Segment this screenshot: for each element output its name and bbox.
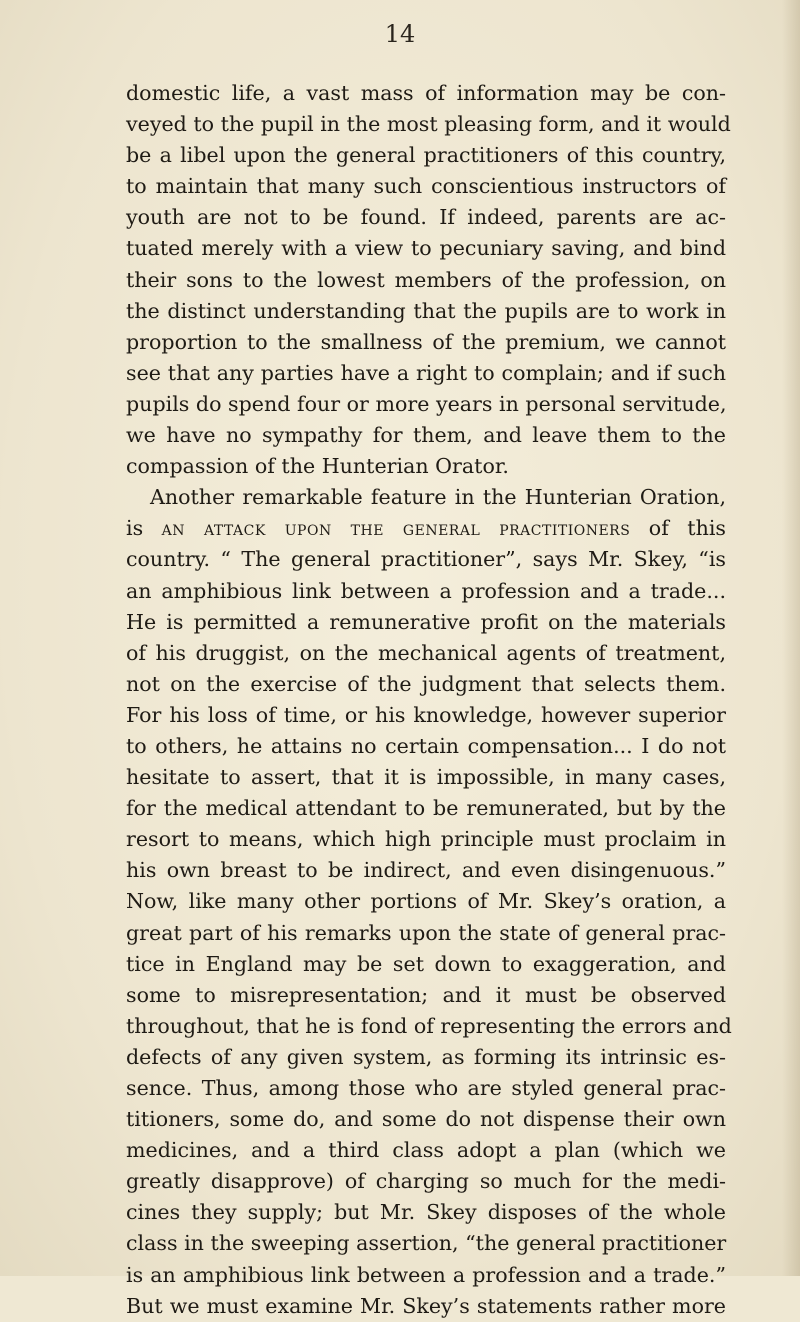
text-line: to others, he attains no certain compensation... I do not bbox=[126, 733, 726, 758]
text-line: for the medical attendant to be remunerated, but by the bbox=[126, 796, 726, 821]
text-line: sence. Thus, among those who are styled general prac- bbox=[126, 1076, 726, 1100]
body-text bbox=[126, 78, 732, 1322]
text-line: cines they supply; but Mr. Skey disposes of the whole bbox=[126, 1200, 726, 1225]
text-line: some to misrepresentation; and it must be observed bbox=[126, 982, 726, 1007]
text-line: throughout, that he is fond of representing the errors and bbox=[126, 1013, 732, 1038]
text-fragment: is bbox=[126, 516, 162, 541]
paragraph-end-line: compassion of the Hunterian Orator. bbox=[126, 454, 509, 479]
text-line: we have no sympathy for them, and leave them to the bbox=[126, 423, 726, 448]
text-line: great part of his remarks upon the state of general prac- bbox=[126, 920, 726, 945]
text-line: titioners, some do, and some do not dispense their own bbox=[126, 1107, 726, 1132]
text-line: Now, like many other portions of Mr. Skey’s oration, a bbox=[126, 889, 726, 914]
text-line: their sons to the lowest members of the profession, on bbox=[126, 267, 726, 292]
text-line: an amphibious link between a profession and a trade... bbox=[126, 578, 726, 603]
text-line: For his loss of time, or his knowledge, however superior bbox=[126, 702, 726, 727]
text-line: hesitate to assert, that it is impossible, in many cases, bbox=[126, 765, 726, 790]
text-line: defects of any given system, as forming its intrinsic es- bbox=[126, 1044, 726, 1069]
text-fragment: of this bbox=[630, 516, 726, 541]
text-line: not on the exercise of the judgment that selects them. bbox=[126, 671, 726, 696]
text-line: country. “ The general practitioner”, says Mr. Skey, “is bbox=[126, 547, 726, 572]
small-caps-phrase: an attack upon the general practitioners bbox=[161, 516, 631, 541]
text-line: domestic life, a vast mass of information may be con- bbox=[126, 81, 726, 105]
text-line: veyed to the pupil in the most pleasing form, and it would bbox=[126, 112, 731, 137]
text-line: see that any parties have a right to complain; and if such bbox=[126, 360, 726, 385]
text-line: But we must examine Mr. Skey’s statements rather more bbox=[126, 1293, 726, 1318]
page-number: 14 bbox=[384, 20, 416, 48]
text-line: be a libel upon the general practitioners of this country, bbox=[126, 143, 726, 168]
text-line: class in the sweeping assertion, “the general practitioner bbox=[126, 1231, 727, 1256]
text-line: is an amphibious link between a profession and a trade.” bbox=[126, 1262, 726, 1287]
text-line: the distinct understanding that the pupils are to work in bbox=[126, 298, 726, 323]
page-edge-shadow bbox=[782, 0, 800, 1276]
text-line: greatly disapprove) of charging so much for the medi- bbox=[126, 1169, 726, 1194]
text-line: to maintain that many such conscientious instructors of bbox=[126, 174, 726, 199]
text-line: resort to means, which high principle must proclaim in bbox=[126, 827, 726, 852]
text-line: proportion to the smallness of the premium, we cannot bbox=[126, 329, 726, 354]
text-line: youth are not to be found. If indeed, parents are ac- bbox=[126, 205, 726, 230]
text-line: pupils do spend four or more years in personal servitude, bbox=[126, 391, 727, 416]
text-line: He is permitted a remunerative profit on the materials bbox=[126, 609, 726, 634]
text-line: of his druggist, on the mechanical agents of treatment, bbox=[126, 640, 726, 665]
text-line: tice in England may be set down to exaggeration, and bbox=[126, 951, 726, 976]
paragraph-start-line: Another remarkable feature in the Hunterian Oration, bbox=[150, 485, 726, 510]
text-line: tuated merely with a view to pecuniary saving, and bind bbox=[126, 236, 726, 261]
text-line: his own breast to be indirect, and even disingenuous.” bbox=[126, 858, 726, 883]
text-line-small-caps bbox=[126, 513, 726, 544]
text-line: medicines, and a third class adopt a plan (which we bbox=[126, 1138, 726, 1163]
